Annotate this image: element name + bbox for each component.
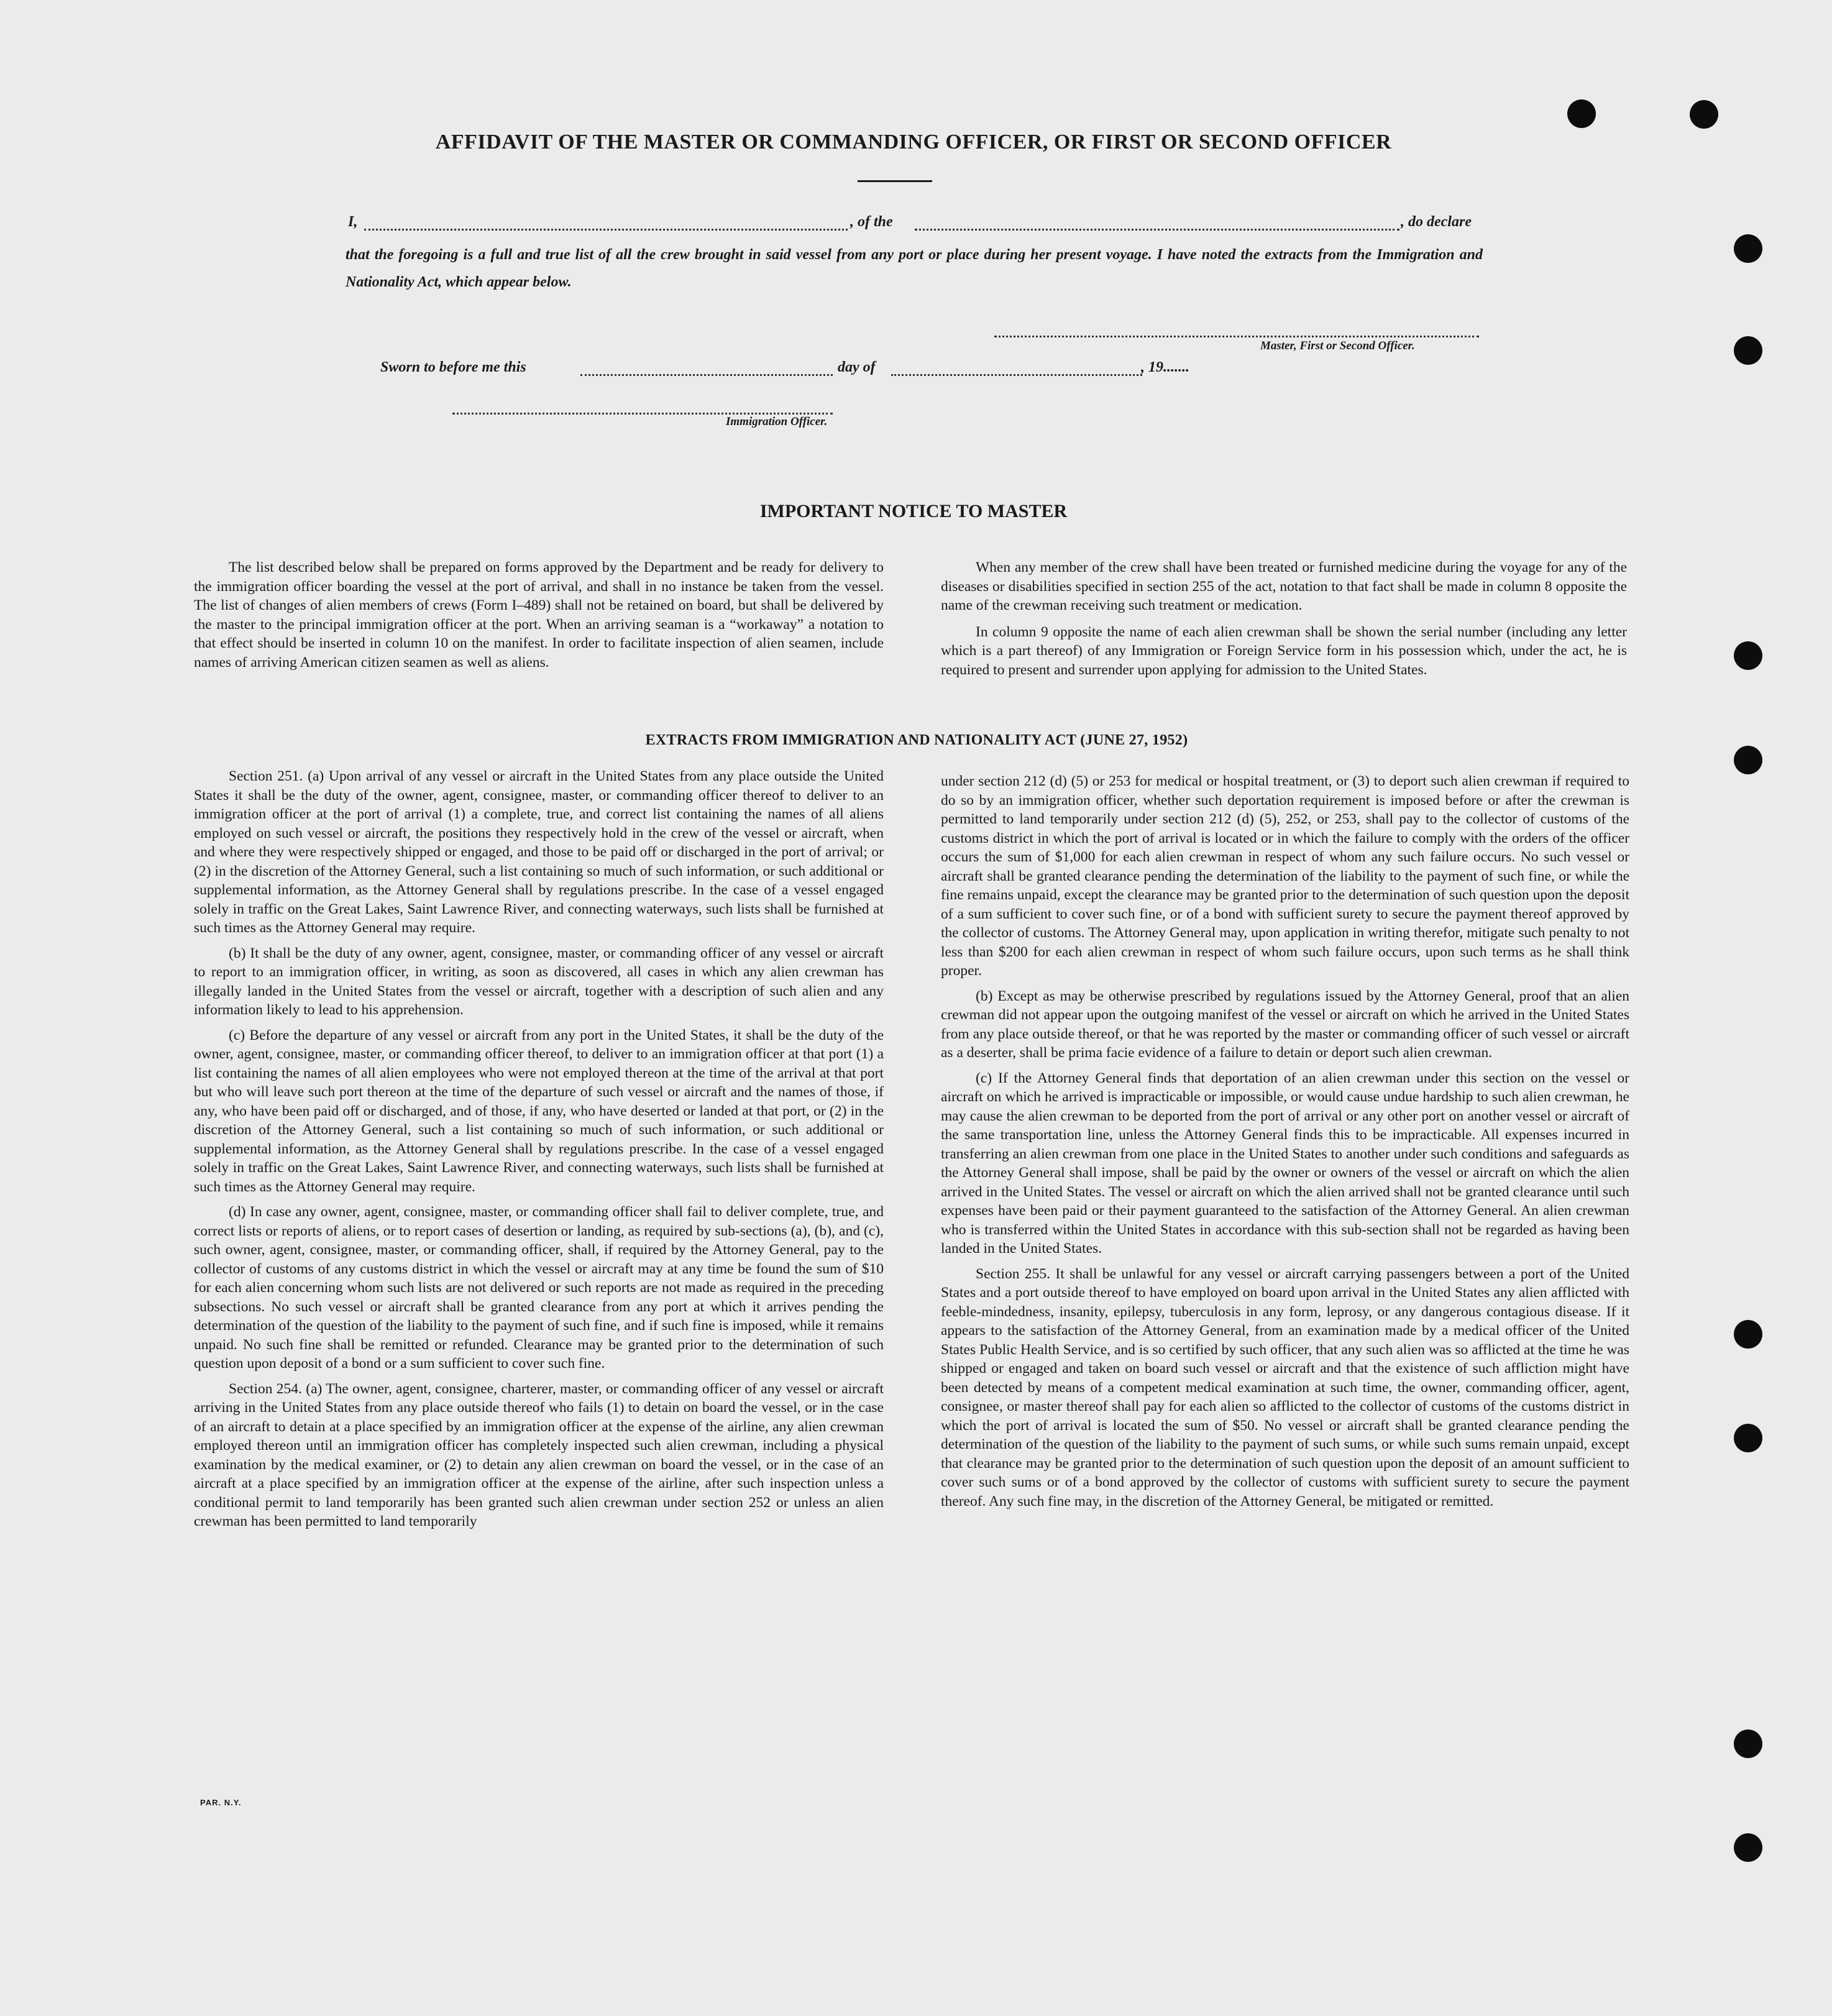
- binder-hole: [1690, 100, 1718, 129]
- sworn-month-blank[interactable]: [891, 362, 1142, 376]
- extract-paragraph: under section 212 (d) (5) or 253 for medical or hospital treatment, or (3) to deport such alien crewman if required to do so by an immigration officer, whether such deportation requirement is imposed before or after the crewman is permitted to land temporarily under section 212 (d) (5), 252, or 253, shall pay to the collector of customs of the customs district in which the port of arrival is located or in which the failure to comply with the orders of the officer occurs the sum of $1,000 for each alien crewman in respect of whom any such failure occurs. No such vessel or aircraft shall be granted clearance pending the determination of the liability to the payment of such fine, or while the fine remains unpaid, except the clearance may be granted prior to the determination of such question upon the deposit of a sum sufficient to cover such fine, or of a bond with sufficient surety to secure the payment thereof approved by the collector of customs. The Attorney General may, upon application in writing therefor, mitigate such penalty to not less than $200 for each alien crewman in respect of whom such failure occurs, upon such terms as he shall think proper.: [941, 773, 1629, 979]
- title-divider: [858, 180, 932, 182]
- binder-hole: [1734, 1833, 1762, 1862]
- binder-hole: [1734, 746, 1762, 774]
- printer-mark: PAR. N.Y.: [200, 1798, 242, 1807]
- notice-paragraph: When any member of the crew shall have been treated or furnished medicine during the voyage for any of the diseases or disabilities specified in section 255 of the act, notation to that fact shall be made in column 8 opposite the name of the crewman receiving such treatment or medication.: [941, 559, 1627, 613]
- extract-paragraph: Section 254. (a) The owner, agent, consignee, charterer, master, or commanding officer of any vessel or aircraft arriving in the United States from any place outside thereof who fails (1) to detain on board the vessel, or in the case of an aircraft to detain at a place specified by an immigration officer at the expense of the airline, any alien crewman employed thereon until an immigration officer has completely inspected such alien crewman, including a physical examination by the medical examiner, or (2) to detain any alien crewman on board the vessel, or in the case of an aircraft at a place specified by an immigration officer at the expense of the airline, after such inspection unless a conditional permit to land temporarily has been granted such alien crewman under section 252 or unless an alien crewman has been permitted to land temporarily: [194, 1380, 884, 1529]
- extract-paragraph: (c) Before the departure of any vessel or aircraft from any port in the United States, it shall be the duty of the owner, agent, consignee, master, or commanding officer thereof, to deliver to an immigration officer at that port (1) a list containing the names of all alien employees who were not employed thereon at the time of the arrival at that port but who will leave such port thereon at the time of the departure of such vessel or aircraft and the names of those, if any, who have been paid off or discharged, and of those, if any, who have deserted or landed at that port, or (2) in the discretion of the Attorney General, such a list containing so much of such information, or such additional or supplemental information, as the Attorney General shall by regulations prescribe. In the case of a vessel engaged solely in traffic on the Great Lakes, Saint Lawrence River, and connecting waterways, such lists shall be furnished at such times as the Attorney General may require.: [194, 1027, 884, 1195]
- vessel-blank[interactable]: [915, 216, 1399, 231]
- of-the-label: , of the: [850, 214, 893, 230]
- master-signature-caption: Master, First or Second Officer.: [1260, 339, 1415, 352]
- day-of-label: day of: [838, 359, 876, 375]
- notice-paragraph: The list described below shall be prepared on forms approved by the Department and be ready for delivery to the immigration officer boarding the vessel at the port of arrival, and shall in no instance be taken from the vessel. The list of changes of alien members of crews (Form I–489) shall not be retained on board, but shall be delivered by the master to the principal immigration officer at the port. When an arriving seaman is a “workaway” a notation to that effect should be inserted in column 10 on the manifest. In order to facilitate inspection of alien seamen, include names of arriving American citizen seamen as well as aliens.: [194, 559, 884, 671]
- binder-hole: [1734, 234, 1762, 263]
- binder-hole: [1734, 1730, 1762, 1758]
- immigration-officer-caption: Immigration Officer.: [726, 415, 828, 428]
- sworn-day-blank[interactable]: [580, 362, 833, 376]
- binder-hole: [1734, 336, 1762, 365]
- do-declare-label: , do declare: [1401, 214, 1472, 230]
- extracts-right-column: [941, 772, 1629, 1517]
- declaration-fill-line: [348, 214, 1485, 239]
- notice-paragraph: In column 9 opposite the name of each alien crewman shall be shown the serial number (including any letter which is a part thereof) of any Immigration or Foreign Service form in his possession which, under the act, he is required to present and surrender upon applying for admission to the United States.: [941, 623, 1627, 678]
- name-blank[interactable]: [364, 216, 848, 231]
- extracts-title: EXTRACTS FROM IMMIGRATION AND NATIONALITY ACT (JUNE 27, 1952): [645, 732, 1188, 748]
- binder-hole: [1734, 1424, 1762, 1452]
- notice-title: IMPORTANT NOTICE TO MASTER: [759, 501, 1068, 521]
- extract-paragraph: (c) If the Attorney General finds that deportation of an alien crewman under this section on the vessel or aircraft on which he arrived is impracticable or impossible, or would cause undue hardship to such alien crewman, he may cause the alien crewman to be deported from the port of arrival or any other port on another vessel or aircraft of the same transportation line, unless the Attorney General finds this to be impracticable. All expenses incurred in transferring an alien crewman from one place in the United States to another under such conditions and safeguards as the Attorney General shall impose, shall be paid by the owner or owners of the vessel or aircraft on which the alien arrived in the United States. The vessel or aircraft on which the alien arrived shall not be granted clearance until such expenses have been paid or their payment guaranteed to the satisfaction of the Attorney General. An alien crewman who is transferred within the United States in accordance with this sub-section shall not be regarded as having been landed in the United States.: [941, 1070, 1629, 1257]
- extracts-left-column: [194, 767, 884, 1537]
- notice-right-column: [941, 558, 1627, 687]
- binder-hole: [1567, 99, 1596, 128]
- immigration-officer-signature-line[interactable]: [452, 400, 833, 415]
- extract-paragraph: (b) Except as may be otherwise prescribed by regulations issued by the Attorney General, proof that an alien crewman did not appear upon the outgoing manifest of the vessel or aircraft on which he arrived in the United States from any place outside thereof, or that he was reported by the master or commanding officer of such vessel or aircraft as a deserter, shall be prima facie evidence of a failure to detain or deport such alien crewman.: [941, 987, 1629, 1061]
- sworn-label: Sworn to before me this: [380, 359, 526, 375]
- extract-paragraph: Section 251. (a) Upon arrival of any vessel or aircraft in the United States from any place outside the United States it shall be the duty of the owner, agent, consignee, master, or commanding officer thereof to deliver to an immigration officer at the port of arrival (1) a complete, true, and correct list containing the names of all aliens employed on such vessel or aircraft, the positions they respectively hold in the crew of the vessel or aircraft, when and where they were respectively shipped or engaged, and those to be paid off or discharged in the port of arrival; or (2) in the discretion of the Attorney General, such a list containing so much of such information, or such additional or supplemental information, as the Attorney General shall by regulations prescribe. In the case of a vessel engaged solely in traffic on the Great Lakes, Saint Lawrence River, and connecting waterways, such lists shall be furnished at such times as the Attorney General may require.: [194, 768, 884, 936]
- i-label: I,: [348, 214, 358, 230]
- year-label: , 19.......: [1141, 359, 1189, 375]
- binder-hole: [1734, 1320, 1762, 1349]
- master-signature-line[interactable]: [994, 323, 1479, 337]
- affidavit-title: AFFIDAVIT OF THE MASTER OR COMMANDING OFFICER, OR FIRST OR SECOND OFFICER: [435, 131, 1392, 153]
- notice-left-column: [194, 558, 884, 679]
- extract-paragraph: (d) In case any owner, agent, consignee, master, or commanding officer shall fail to deliver complete, true, and correct lists or reports of aliens, or to report cases of desertion or landing, as required by sub-sections (a), (b), and (c), such owner, agent, consignee, master, or commanding officer, shall, if required by the Attorney General, pay to the collector of customs of any customs district in which the vessel or aircraft may at any time be found the sum of $10 for each alien concerning whom such lists are not delivered or such reports are not made as required in the preceding subsections. No such vessel or aircraft shall be granted clearance from any port at which it arrives pending the determination of the question of the liability to the payment of such fine, and if such fine is imposed, while it remains unpaid. No such fine shall be remitted or refunded. Clearance may be granted prior to the determination of such question upon deposit of a bond or a sum sufficient to cover such fine.: [194, 1204, 884, 1372]
- binder-hole: [1734, 641, 1762, 670]
- declaration-text: that the foregoing is a full and true list of all the crew brought in said vessel from any port or place during her present voyage. I have noted the extracts from the Immigration and Nationality Act, which appear below.: [346, 247, 1483, 290]
- extract-paragraph: (b) It shall be the duty of any owner, agent, consignee, master, or commanding officer of any vessel or aircraft to report to an immigration officer, in writing, as soon as discovered, all cases in which any alien crewman has illegally landed in the United States from the vessel or aircraft, together with a description of such alien and any information likely to lead to his apprehension.: [194, 945, 884, 1018]
- sworn-fill-line: [380, 359, 1250, 380]
- extract-paragraph: Section 255. It shall be unlawful for any vessel or aircraft carrying passengers between a port of the United States and a port outside thereof to have employed on board upon arrival in the United States any alien afflicted with feeble-mindedness, insanity, epilepsy, tuberculosis in any form, leprosy, or any dangerous contagious disease. If it appears to the satisfaction of the Attorney General, from an examination made by a medical officer of the United States Public Health Service, and is so certified by such officer, that any such alien was so afflicted at the time he was shipped or engaged and taken on board such vessel or aircraft and that the existence of such affliction might have been detected by means of a competent medical examination at such time, the owner, commanding officer, agent, consignee, or master thereof shall pay for each alien so afflicted to the collector of customs of the customs district in which the port of arrival is located the sum of $50. No vessel or aircraft shall be granted clearance pending the determination of the question of the liability to the payment of such sums, or while such sums remain unpaid, except that clearance may be granted prior to the determination of such question upon the deposit of an amount sufficient to cover such sums or of a bond approved by the collector of customs with sufficient surety to secure the payment thereof. Any such fine may, in the discretion of the Attorney General, be mitigated or remitted.: [941, 1265, 1629, 1510]
